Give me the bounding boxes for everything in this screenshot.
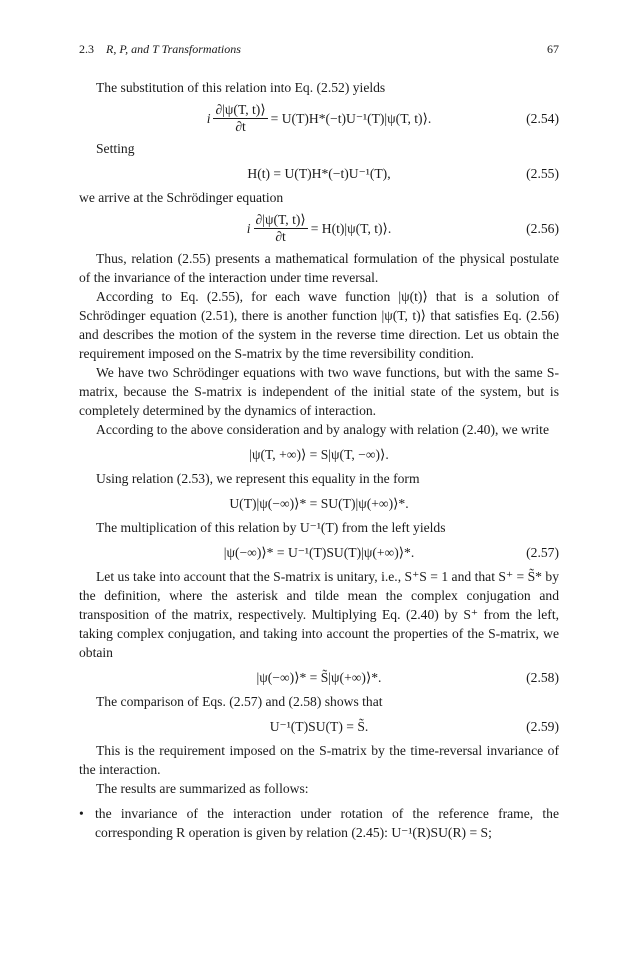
equation-2-55 xyxy=(79,160,559,186)
equation-form xyxy=(79,490,559,516)
eq-numerator: ∂|ψ(T, t)⟩ xyxy=(215,101,266,117)
equation-2-54: i $\frac{\partial|\psi(T, t)⟩}{\partial t}$ = U(T)H*(−t)U⁻¹(T)|ψ(T, t)⟩. (2.54) xyxy=(206,101,559,134)
equation-number: (2.58) xyxy=(526,669,559,685)
eq-body: U(T)|ψ(−∞)⟩* = SU(T)|ψ(+∞)⟩*. xyxy=(229,495,409,511)
eq-body: H(t) = U(T)H*(−t)U⁻¹(T), xyxy=(247,165,391,181)
paragraph: We have two Schrödinger equations with two wave functions, but with the same S-matrix, because the S-matrix is independent of the initial state of the system, but is completely determined by the dynamics of interaction. xyxy=(79,365,559,418)
equation-2-56: i $\frac{\partial|\psi(T, t)⟩}{\partial t}$ = H(t)|ψ(T, t)⟩. (2.56) xyxy=(246,211,559,244)
page-number: 67 xyxy=(547,42,559,56)
equation-number: (2.55) xyxy=(526,165,559,181)
equation-2-59 xyxy=(79,713,559,739)
equation-number: (2.57) xyxy=(526,544,559,560)
paragraph: According to the above consideration and by analogy with relation (2.40), we write xyxy=(96,422,549,437)
paragraph: The substitution of this relation into Eq. (2.52) yields xyxy=(96,80,386,95)
paragraph: Using relation (2.53), we represent this equality in the form xyxy=(96,471,420,486)
list-item-text: the invariance of the interaction under rotation of the reference frame, the corresponding R operation is given by relation (2.45): U⁻¹(R)SU(R) = S; xyxy=(95,806,559,840)
eq-body: |ψ(−∞)⟩* = U⁻¹(T)SU(T)|ψ(+∞)⟩*. xyxy=(223,544,415,560)
paragraph: The results are summarized as follows: xyxy=(96,781,309,796)
paragraph: According to Eq. (2.55), for each wave function |ψ(t)⟩ that is a solution of Schrödinger equation (2.51), there is another function |ψ(T, t)⟩ that satisfies Eq. (2.56) and describes the motion of the system in the reverse time direction. Let us obtain the requirement imposed on the S-matrix by the time reversibility condition. xyxy=(79,289,559,361)
paragraph: This is the requirement imposed on the S-matrix by the time-reversal invariance of the interaction. xyxy=(79,743,559,777)
paragraph: Thus, relation (2.55) presents a mathematical formulation of the physical postulate of the invariance of the interaction under time reversal. xyxy=(79,251,559,285)
eq-body: U⁻¹(T)SU(T) = S̃. xyxy=(269,718,369,734)
running-header xyxy=(79,40,559,59)
equation-2-58 xyxy=(79,664,559,690)
page-body xyxy=(79,40,559,842)
paragraph: The comparison of Eqs. (2.57) and (2.58) shows that xyxy=(96,694,383,709)
eq-denominator: ∂t xyxy=(275,228,286,244)
eq-body: |ψ(−∞)⟩* = S̃|ψ(+∞)⟩*. xyxy=(256,669,382,685)
equation-scattering xyxy=(79,441,559,467)
equation-number: (2.56) xyxy=(526,220,559,236)
eq-rhs: = U(T)H*(−t)U⁻¹(T)|ψ(T, t)⟩. xyxy=(270,110,432,126)
paragraph: The multiplication of this relation by U⁻¹(T) from the left yields xyxy=(96,520,446,535)
eq-denominator: ∂t xyxy=(235,118,246,134)
eq-numerator: ∂|ψ(T, t)⟩ xyxy=(255,211,306,227)
eq-rhs: = H(t)|ψ(T, t)⟩. xyxy=(310,220,392,236)
eq-body: |ψ(T, +∞)⟩ = S|ψ(T, −∞)⟩. xyxy=(249,446,389,462)
paragraph: Setting xyxy=(96,141,135,156)
section-title xyxy=(79,40,241,59)
bullet-icon: • xyxy=(79,806,84,821)
equation-number: (2.59) xyxy=(526,718,559,734)
list-item xyxy=(79,804,559,842)
paragraph: Let us take into account that the S-matrix is unitary, i.e., S⁺S = 1 and that S⁺ = S̃* by the definition, where the asterisk and tilde mean the complex conjugation and transposition of the matrix, respectively. Multiplying Eq. (2.40) by S⁺ from the left, taking complex conjugation, and taking into account the properties of the S-matrix, we obtain xyxy=(79,569,559,660)
equation-2-57 xyxy=(79,539,559,565)
paragraph: we arrive at the Schrödinger equation xyxy=(79,190,284,205)
equation-number: (2.54) xyxy=(526,110,559,126)
section-number: 2.3 xyxy=(79,42,94,56)
section-title-text: R, P, and T Transformations xyxy=(106,42,241,56)
